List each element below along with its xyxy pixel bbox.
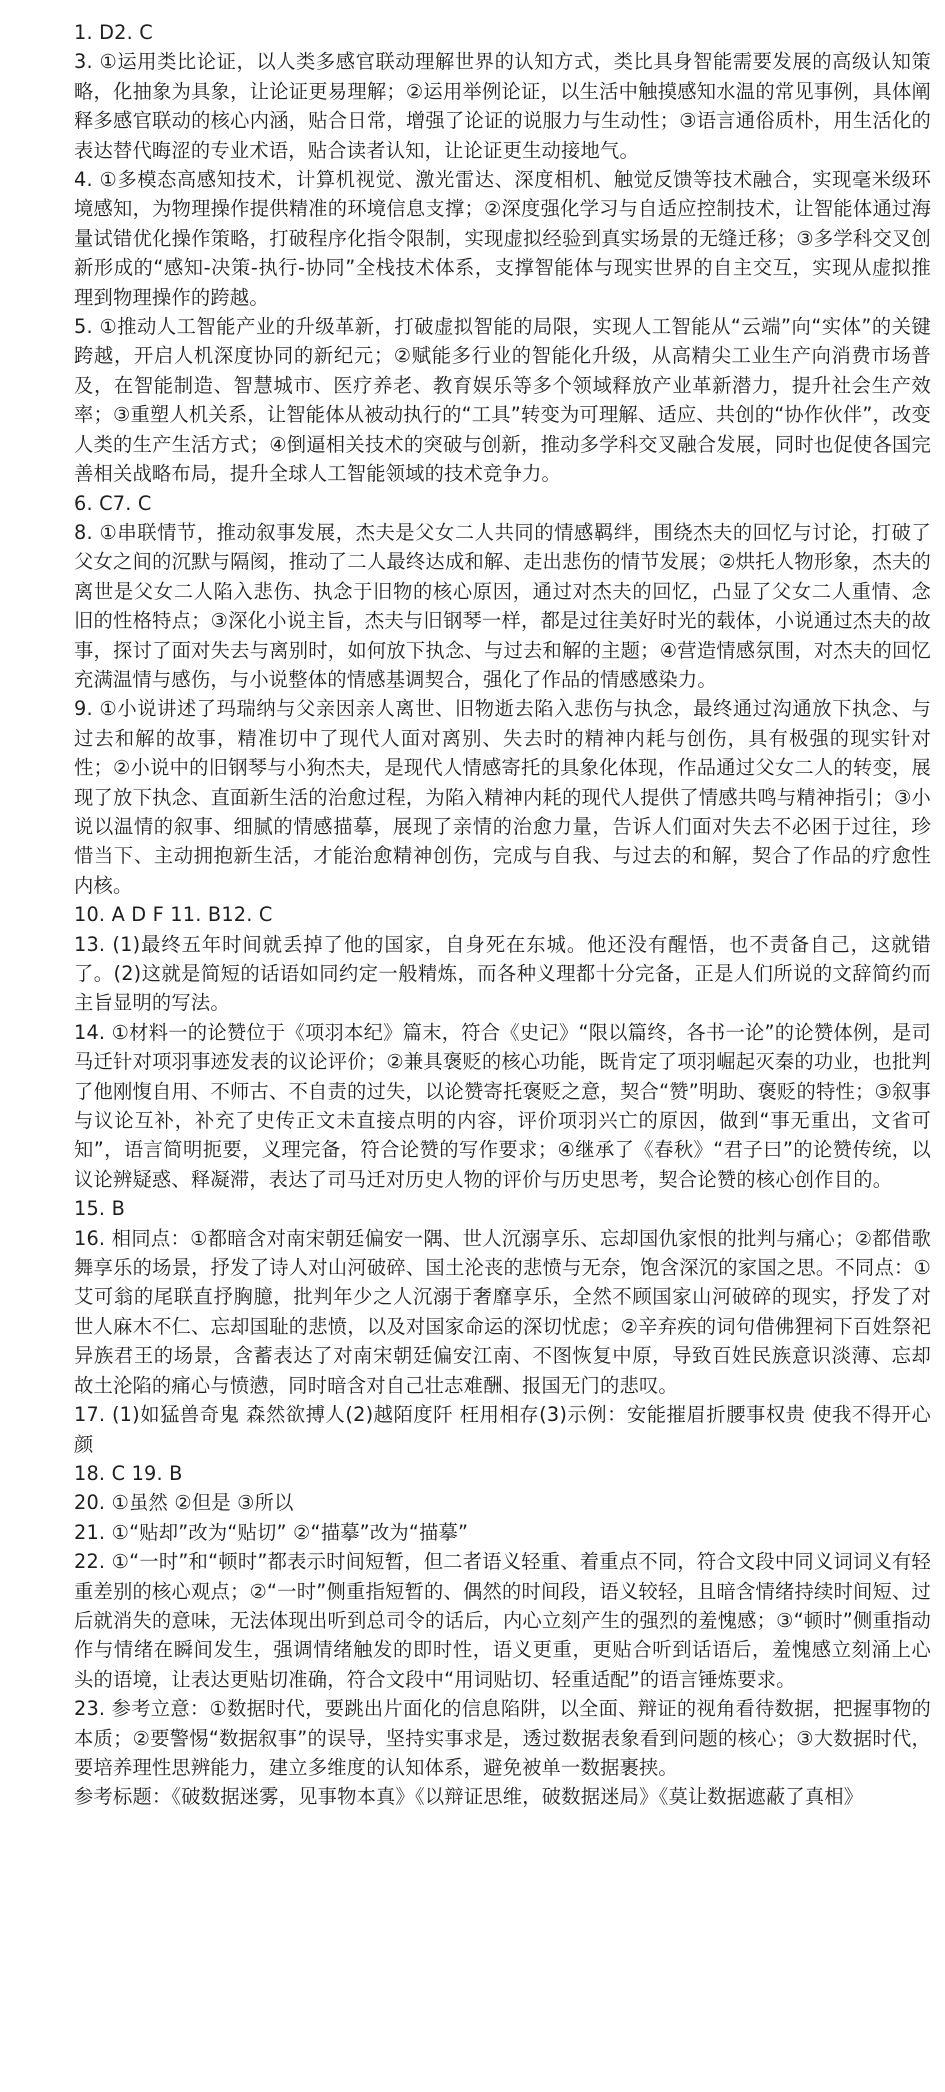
answer-line: 参考标题：《破数据迷雾，见事物本真》《以辩证思维，破数据迷局》《莫让数据遮蔽了真相》 (74, 1785, 864, 1809)
answer-line: 20. ①虽然 ②但是 ③所以 (74, 1491, 294, 1515)
answer-line: 10. A D F 11. B12. C (74, 903, 273, 927)
answer-line: 8. ①串联情节，推动叙事发展，杰夫是父女二人共同的情感羁绊，围绕杰夫的回忆与讨论，打破了父女之间的沉默与隔阂，推动了二人最终达成和解、走出悲伤的情节发展；②烘托人物形象，杰夫的离世是父女二人陷入悲伤、执念于旧物的核心原因，通过对杰夫的回忆，凸显了父女二人重情、念旧的性格特点；③深化小说主旨，杰夫与旧钢琴一样，都是过往美好时光的载体，小说通过杰夫的故事，探讨了面对失去与离别时，如何放下执念、与过去和解的主题；④营造情感氛围，对杰夫的回忆充满温情与感伤，与小说整体的情感基调契合，强化了作品的情感感染力。 (74, 520, 931, 691)
answer-line: 13. (1)最终五年时间就丢掉了他的国家，自身死在东城。他还没有醒悟，也不责备自己，这就错了。(2)这就是简短的话语如同约定一般精炼，而各种义理都十分完备，正是人们所说的文辞简约而主旨显明的写法。 (74, 932, 931, 1015)
answer-line: 21. ①“贴却”改为“贴切” ②“描摹”改为“描摹” (74, 1520, 469, 1544)
answer-line: 1. D2. C (74, 21, 153, 44)
answer-line: 18. C 19. B (74, 1461, 183, 1485)
answer-line: 14. ①材料一的论赞位于《项羽本纪》篇末，符合《史记》“限以篇终，各书一论”的论赞体例，是司马迁针对项羽事迹发表的议论评价；②兼具褒贬的核心功能，既肯定了项羽崛起灭秦的功业，也批判了他刚愎自用、不师古、不自责的过失，以论赞寄托褒贬之意，契合“赞”明助、褒贬的特性；③叙事与议论互补，补充了史传正文未直接点明的内容，评价项羽兴亡的原因，做到“事无重出，文省可知”，语言简明扼要，义理完备，符合论赞的写作要求；④继承了《春秋》“君子曰”的论赞传统，以议论辨疑惑、释凝滞，表达了司马迁对历史人物的评价与历史思考，契合论赞的核心创作目的。 (74, 1020, 931, 1191)
answer-line: 22. ①“一时”和“顿时”都表示时间短暂，但二者语义轻重、着重点不同，符合文段中同义词词义有轻重差别的核心观点；②“一时”侧重指短暂的、偶然的时间段，语义较轻，且暗含情绪持续时间短、过后就消失的意味，无法体现出听到总司令的话后，内心立刻产生的强烈的羞愧感；③“顿时”侧重指动作与情绪在瞬间发生，强调情绪触发的即时性，语义更重，更贴合听到话语后，羞愧感立刻涌上心头的语境，让表达更贴切准确，符合文段中“用词贴切、轻重适配”的语言锤炼要求。 (74, 1550, 931, 1691)
answer-line: 9. ①小说讲述了玛瑞纳与父亲因亲人离世、旧物逝去陷入悲伤与执念，最终通过沟通放下执念、与过去和解的故事，精准切中了现代人面对离别、失去时的精神内耗与创伤，具有极强的现实针对性；②小说中的旧钢琴与小狗杰夫，是现代人情感寄托的具象化体现，作品通过父女二人的转变，展现了放下执念、直面新生活的治愈过程，为陷入精神内耗的现代人提供了情感共鸣与精神指引；③小说以温情的叙事、细腻的情感描摹，展现了亲情的治愈力量，告诉人们面对失去不必困于过往，珍惜当下、主动拥抱新生活，才能治愈精神创伤，完成与自我、与过去的和解，契合了作品的疗愈性内核。 (74, 697, 931, 897)
answer-line: 15. B (74, 1197, 126, 1221)
answer-line: 3. ①运用类比论证，以人类多感官联动理解世界的认知方式，类比具身智能需要发展的高级认知策略，化抽象为具象，让论证更易理解；②运用举例论证，以生活中触摸感知水温的常见事例，具体阐释多感官联动的核心内涵，贴合日常，增强了论证的说服力与生动性；③语言通俗质朴，用生活化的表达替代晦涩的专业术语，贴合读者认知，让论证更生动接地气。 (74, 50, 931, 162)
answer-line: 5. ①推动人工智能产业的升级革新，打破虚拟智能的局限，实现人工智能从“云端”向“实体”的关键跨越，开启人机深度协同的新纪元；②赋能多行业的智能化升级，从高精尖工业生产向消费市场普及，在智能制造、智慧城市、医疗养老、教育娱乐等多个领域释放产业革新潜力，提升社会生产效率；③重塑人机关系，让智能体从被动执行的“工具”转变为可理解、适应、共创的“协作伙伴”，改变人类的生产生活方式；④倒逼相关技术的突破与创新，推动多学科交叉融合发展，同时也促使各国完善相关战略布局，提升全球人工智能领域的技术竞争力。 (74, 315, 931, 486)
answer-line: 23. 参考立意：①数据时代，要跳出片面化的信息陷阱，以全面、辩证的视角看待数据，把握事物的本质；②要警惕“数据叙事”的误导，坚持实事求是，透过数据表象看到问题的核心；③大数据时代，要培养理性思辨能力，建立多维度的认知体系，避免被单一数据裹挟。 (74, 1697, 931, 1779)
answer-line: 17. (1)如猛兽奇鬼 森然欲搏人(2)越陌度阡 枉用相存(3)示例：安能摧眉折腰事权贵 使我不得开心颜 (74, 1403, 931, 1456)
answer-line: 6. C7. C (74, 491, 152, 515)
answer-line: 4. ①多模态高感知技术，计算机视觉、激光雷达、深度相机、触觉反馈等技术融合，实现毫米级环境感知，为物理操作提供精准的环境信息支撑；②深度强化学习与自适应控制技术，让智能体通过海量试错优化操作策略，打破程序化指令限制，实现虚拟经验到真实场景的无缝迁移；③多学科交叉创新形成的“感知-决策-执行-协同”全栈技术体系，支撑智能体与现实世界的自主交互，实现从虚拟推理到物理操作的跨越。 (74, 168, 931, 309)
answer-line: 16. 相同点：①都暗含对南宋朝廷偏安一隅、世人沉溺享乐、忘却国仇家恨的批判与痛心；②都借歌舞享乐的场景，抒发了诗人对山河破碎、国土沦丧的悲愤与无奈，饱含深沉的家国之思。不同点：①艾可翁的尾联直抒胸臆，批判年少之人沉溺于奢靡享乐，全然不顾国家山河破碎的现实，抒发了对世人麻木不仁、忘却国耻的悲愤，以及对国家命运的深切忧虑；②辛弃疾的词句借佛狸祠下百姓祭祀异族君王的场景，含蓄表达了对南宋朝廷偏安江南、不图恢复中原，导致百姓民族意识淡薄、忘却故土沦陷的痛心与愤懑，同时暗含对自己壮志难酬、报国无门的悲叹。 (74, 1226, 931, 1397)
